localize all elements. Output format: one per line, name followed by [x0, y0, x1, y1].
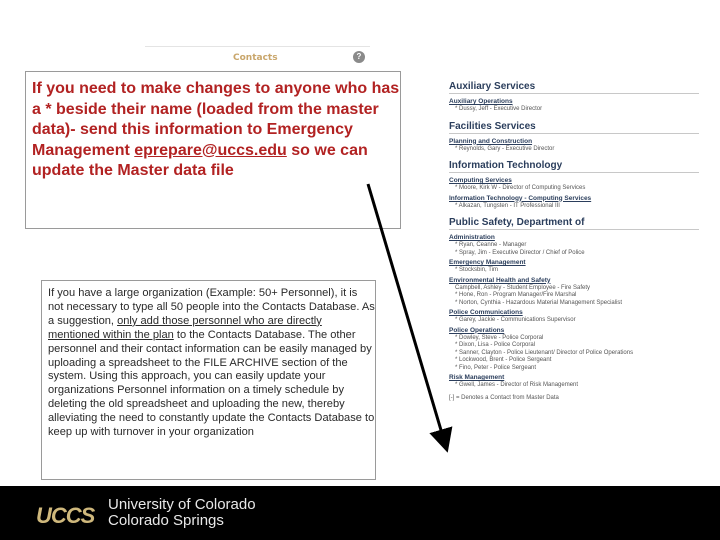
- list-item[interactable]: * Spray, Jim - Executive Director / Chief of Police: [455, 249, 585, 256]
- footer-bar: [0, 486, 720, 540]
- list-item[interactable]: * Alkazan, Tungsten - IT Professional III: [455, 202, 560, 209]
- list-item[interactable]: * Ryan, Ceanne - Manager: [455, 242, 527, 248]
- list-item[interactable]: * Fino, Peter - Police Sergeant: [455, 364, 537, 371]
- dept-auxiliary-services[interactable]: Auxiliary Services: [449, 81, 536, 92]
- master-data-legend: [-] = Denotes a Contact from Master Data: [449, 394, 559, 401]
- sub-emergency-management[interactable]: Emergency Management: [449, 259, 526, 266]
- list-item[interactable]: * Dussy, Jeff - Executive Director: [455, 106, 543, 112]
- email-link[interactable]: eprepare@uccs.edu: [134, 141, 287, 159]
- list-item[interactable]: * Moore, Kirk W - Director of Computing Services: [455, 185, 586, 191]
- dept-facilities-services[interactable]: Facilities Services: [449, 120, 536, 132]
- sub-computing-services[interactable]: Computing Services: [449, 177, 512, 184]
- uccs-logo: UCCS: [36, 503, 95, 528]
- tab-contacts[interactable]: Contacts: [233, 53, 278, 63]
- dept-public-safety[interactable]: Public Safety, Department of: [449, 217, 585, 228]
- sub-planning-construction[interactable]: Planning and Construction: [449, 137, 533, 145]
- dept-information-technology[interactable]: Information Technology: [449, 160, 563, 171]
- list-item[interactable]: Campbell, Ashley - Student Employee - Fire Safety: [455, 284, 591, 291]
- callout-master-data-text: If you need to make changes to anyone who has a * beside their name (loaded from the master data)- send this information to Emergency Management eprepare@uccs.edu so we can update the Master data file: [32, 80, 400, 179]
- sub-police-operations[interactable]: Police Operations: [449, 326, 505, 334]
- help-icon[interactable]: ?: [353, 51, 365, 63]
- list-item[interactable]: * Norton, Cynthia - Hazardous Material Management Specialist: [455, 299, 623, 306]
- list-item[interactable]: * Reynolds, Gary - Executive Director: [455, 145, 555, 152]
- list-item[interactable]: * Lockwood, Brent - Police Sergeant: [455, 357, 552, 363]
- list-item[interactable]: * Hone, Ron - Program Manager/Fire Marshal: [455, 292, 577, 298]
- list-item[interactable]: * Garey, Jackie - Communications Supervisor: [455, 317, 576, 323]
- list-item[interactable]: * Stocksbin, Tim: [455, 267, 499, 273]
- callout-large-organization-text: If you have a large organization (Example: 50+ Personnel), it is not necessary to type all 50 people into the Contacts Database. As a suggestion, only add those personnel who are directly mentioned within the plan to the Contacts Database. The other personnel and their contact information can be easily managed by uploading a spreadsheet to the FILE ARCHIVE section of the system. Using this approach, you can easily update your organizations Personnel information on a timely schedule by deleting the old spreadsheet and uploading the new, thereby alleviating the need to constantly update the Contacts Database to keep up with turnover in your organization: [48, 287, 375, 439]
- university-name: University of Colorado Colorado Springs: [108, 496, 256, 529]
- list-item[interactable]: * Gwell, James - Director of Risk Management: [455, 382, 579, 388]
- list-item[interactable]: * Dowley, Steve - Police Corporal: [455, 334, 544, 341]
- sub-auxiliary-operations[interactable]: Auxiliary Operations: [449, 98, 513, 105]
- sub-police-communications[interactable]: Police Communications: [449, 309, 523, 316]
- sub-administration[interactable]: Administration: [449, 234, 495, 241]
- sub-ehs[interactable]: Environmental Health and Safety: [449, 276, 551, 284]
- sub-it-computing-services[interactable]: Information Technology - Computing Services: [449, 194, 592, 202]
- list-item[interactable]: * Sanner, Clayton - Police Lieutenant/ Director of Police Operations: [455, 349, 634, 356]
- sub-risk-management[interactable]: Risk Management: [449, 374, 505, 381]
- list-item[interactable]: * Dixon, Lisa - Police Corporal: [455, 342, 536, 348]
